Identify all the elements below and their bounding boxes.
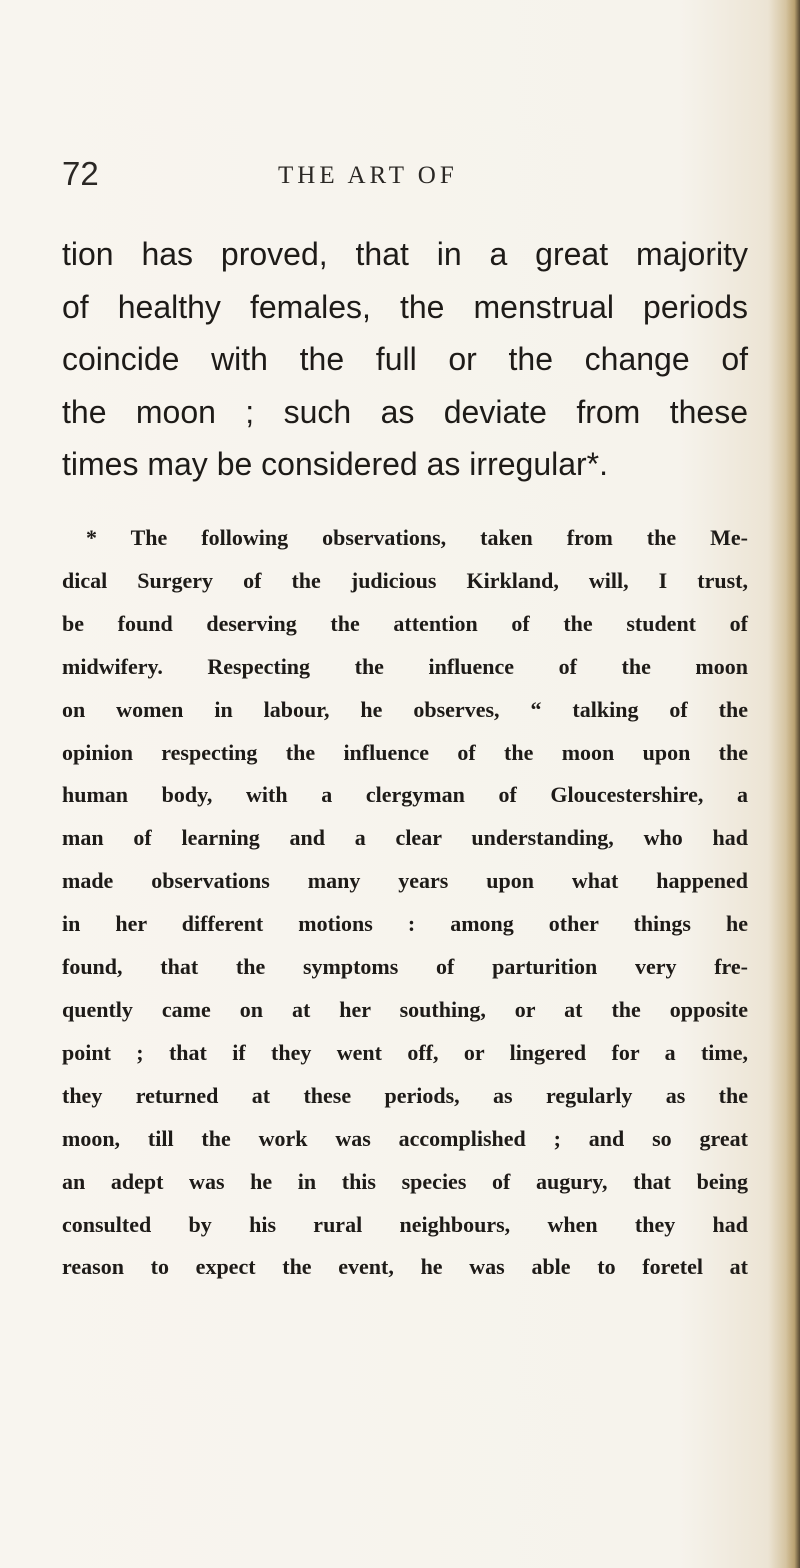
- running-head: THE ART OF: [278, 162, 458, 189]
- footnote: [62, 517, 748, 1289]
- footnote-line: consulted by his rural neighbours, when they had: [62, 1211, 748, 1237]
- page-number: 72: [62, 155, 99, 192]
- footnote-line: reason to expect the event, he was able to foretel at: [62, 1254, 748, 1280]
- footnote-line: man of learning and a clear understanding, who had: [62, 825, 748, 851]
- footnote-line: in her different motions : among other things he: [62, 911, 748, 937]
- footnote-line: be found deserving the attention of the student of: [62, 610, 748, 636]
- footnote-line: * The following observations, taken from the Me-: [86, 525, 748, 550]
- footnote-line: human body, with a clergyman of Gloucestershire, a: [62, 782, 748, 808]
- page-header: [62, 152, 702, 196]
- footnote-line: dical Surgery of the judicious Kirkland, will, I trust,: [62, 567, 748, 593]
- footnote-line: point ; that if they went off, or lingered for a time,: [62, 1039, 748, 1065]
- footnote-line: made observations many years upon what happened: [62, 868, 748, 894]
- footnote-line: midwifery. Respecting the influence of the moon: [62, 653, 748, 679]
- body-line: of healthy females, the menstrual periods: [62, 288, 748, 325]
- body-line: the moon ; such as deviate from these: [62, 393, 748, 430]
- main-paragraph: [62, 228, 748, 491]
- page-edge-shadow: [786, 0, 800, 1568]
- body-line: tion has proved, that in a great majority: [62, 236, 748, 272]
- footnote-line: opinion respecting the influence of the moon upon the: [62, 739, 748, 765]
- footnote-line: moon, till the work was accomplished ; and so great: [62, 1125, 748, 1151]
- footnote-line: an adept was he in this species of augury, that being: [62, 1168, 748, 1194]
- footnote-line: on women in labour, he observes, “ talking of the: [62, 696, 748, 722]
- footnote-line: quently came on at her southing, or at the opposite: [62, 996, 748, 1022]
- footnote-line: they returned at these periods, as regularly as the: [62, 1082, 748, 1108]
- footnote-line: found, that the symptoms of parturition very fre-: [62, 954, 748, 980]
- body-line: coincide with the full or the change of: [62, 341, 748, 377]
- body-line: times may be considered as irregular*.: [62, 446, 609, 482]
